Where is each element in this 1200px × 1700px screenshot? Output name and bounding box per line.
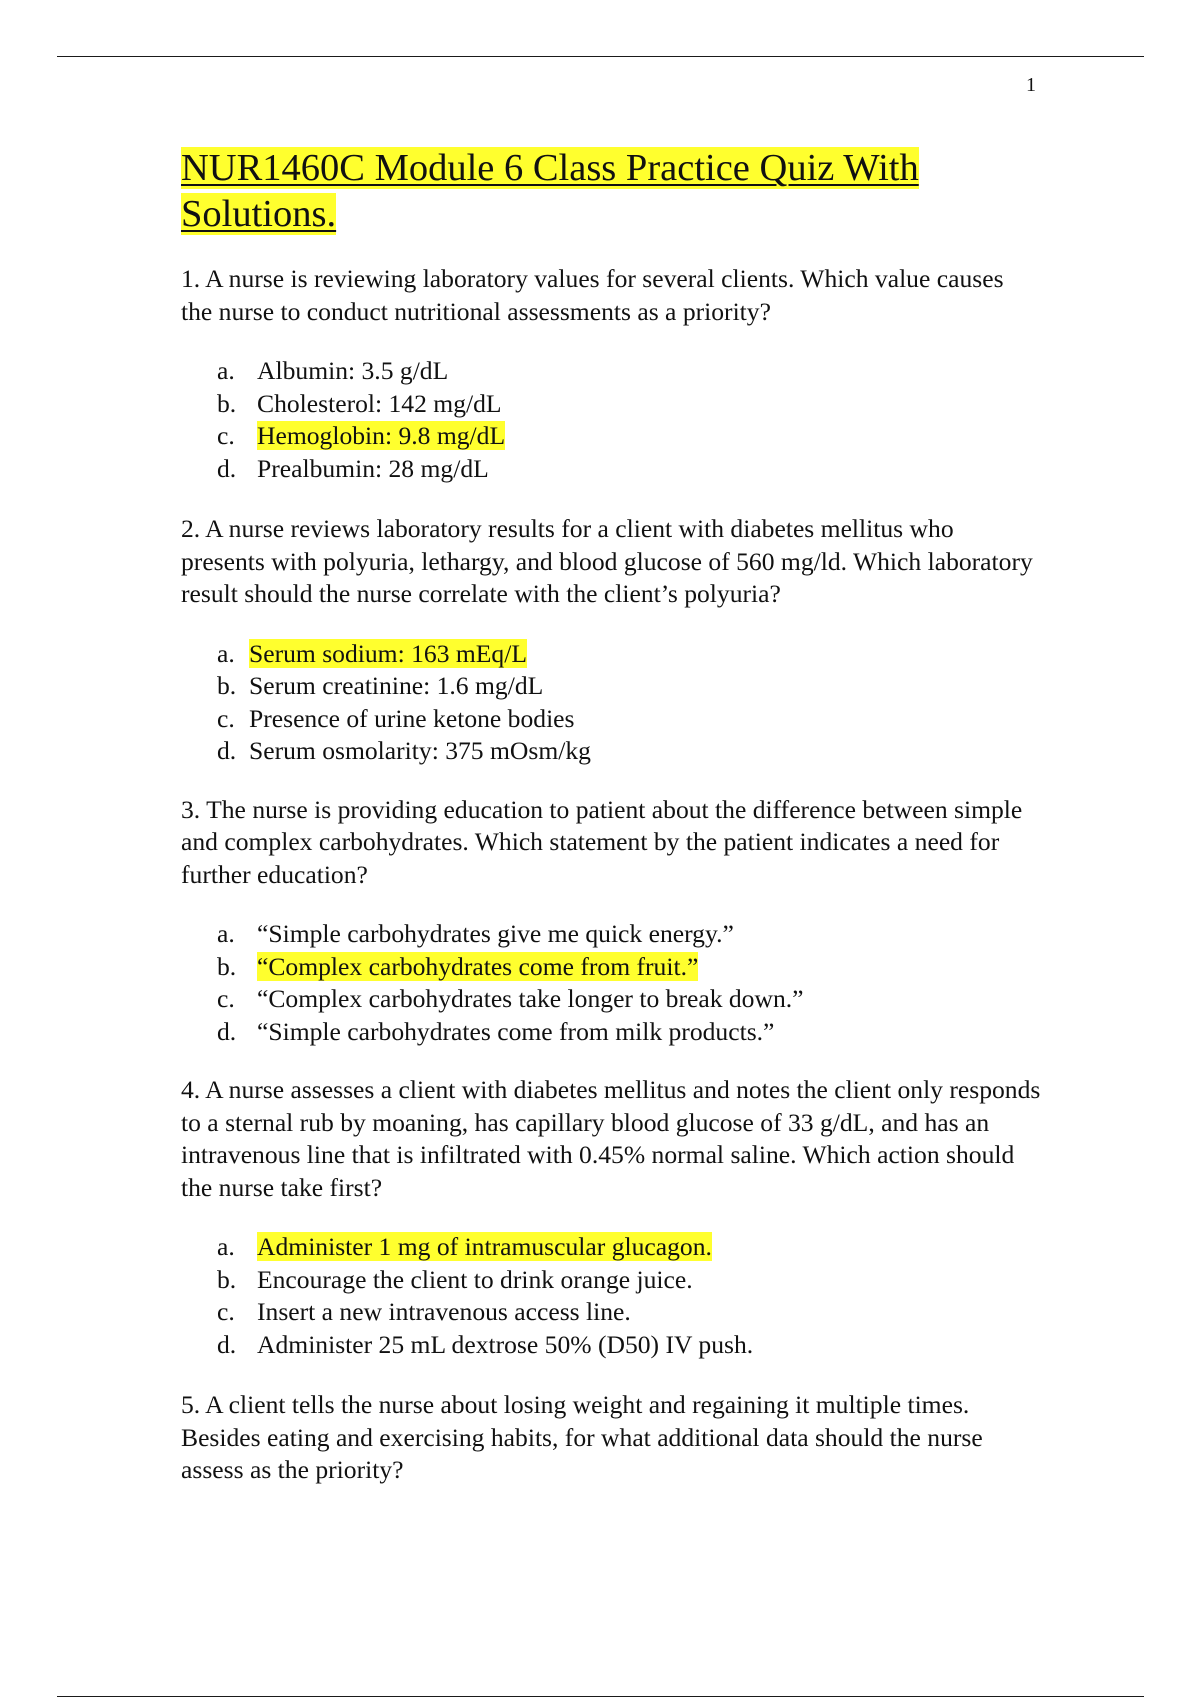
option-text: “Simple carbohydrates give me quick energy.” <box>257 919 734 948</box>
answer-option <box>181 1329 1081 1362</box>
document-title <box>181 145 981 237</box>
option-text: Presence of urine ketone bodies <box>249 703 575 733</box>
option-text: Insert a new intravenous access line. <box>257 1297 631 1326</box>
answer-option <box>181 735 1081 768</box>
answer-options <box>181 918 1081 1048</box>
answer-option <box>181 453 1081 486</box>
header-rule <box>57 56 1144 57</box>
option-letter: c. <box>217 703 235 733</box>
question-2 <box>181 513 1081 768</box>
question-stem: 3. The nurse is providing education to patient about the difference between simple and complex carbohydrates. Which statement by the patient indicates a need for further education? <box>181 794 1023 889</box>
answer-options <box>181 355 1081 485</box>
question-3 <box>181 794 1081 1049</box>
option-letter: d. <box>217 1329 237 1359</box>
option-letter: a. <box>217 356 235 385</box>
option-letter: d. <box>217 1016 237 1046</box>
option-text-highlighted: Administer 1 mg of intramuscular glucagon. <box>257 1232 712 1261</box>
option-letter: b. <box>217 388 237 418</box>
answer-option <box>181 355 1081 388</box>
answer-option <box>181 670 1081 703</box>
answer-option <box>181 388 1081 421</box>
option-text: “Complex carbohydrates take longer to break down.” <box>257 984 804 1013</box>
answer-option <box>181 703 1081 736</box>
option-text: Encourage the client to drink orange juice. <box>257 1264 693 1294</box>
option-text: Prealbumin: 28 mg/dL <box>257 453 489 483</box>
option-text: “Simple carbohydrates come from milk products.” <box>257 1016 775 1046</box>
document-title-line-1: NUR1460C Module 6 Class Practice Quiz With <box>181 147 919 189</box>
option-text: Serum creatinine: 1.6 mg/dL <box>249 671 544 700</box>
answer-options <box>181 1231 1081 1361</box>
question-stem: 4. A nurse assesses a client with diabetes mellitus and notes the client only responds to a sternal rub by moaning, has capillary blood glucose of 33 g/dL, and has an intravenous line that is infiltrated with 0.45% normal saline. Which action should the nurse take first? <box>181 1075 1041 1202</box>
option-text-highlighted: Serum sodium: 163 mEq/L <box>249 638 527 668</box>
option-text: Albumin: 3.5 g/dL <box>257 356 449 385</box>
question-stem: 5. A client tells the nurse about losing weight and regaining it multiple times. Besides eating and exercising habits, for what additional data should the nurse assess as the priority? <box>181 1390 983 1484</box>
answer-option-correct <box>181 420 1081 453</box>
option-letter: a. <box>217 1232 235 1261</box>
option-letter: b. <box>217 951 237 981</box>
question-4 <box>181 1074 1081 1361</box>
option-letter: a. <box>217 919 235 948</box>
answer-option <box>181 983 1081 1016</box>
option-text-highlighted: Hemoglobin: 9.8 mg/dL <box>257 421 506 450</box>
answer-option-correct <box>181 1231 1081 1264</box>
option-letter: b. <box>217 671 237 700</box>
answer-option-correct <box>181 951 1081 984</box>
document-title-line-2: Solutions. <box>181 193 337 235</box>
document-body <box>181 145 1081 1487</box>
option-letter: b. <box>217 1264 237 1294</box>
answer-option <box>181 1016 1081 1049</box>
option-letter: a. <box>217 638 235 668</box>
page-number: 1 <box>1026 74 1036 96</box>
answer-option <box>181 918 1081 951</box>
footer-rule <box>57 1696 1144 1697</box>
answer-option <box>181 1264 1081 1297</box>
question-stem: 2. A nurse reviews laboratory results for a client with diabetes mellitus who presents with polyuria, lethargy, and blood glucose of 560 mg/ld. Which laboratory result should the nurse correlate with the client’s polyuria? <box>181 514 1033 608</box>
option-letter: d. <box>217 453 237 483</box>
option-letter: c. <box>217 421 235 450</box>
option-text: Cholesterol: 142 mg/dL <box>257 388 502 418</box>
option-text: Serum osmolarity: 375 mOsm/kg <box>249 736 591 765</box>
answer-options <box>181 638 1081 768</box>
answer-option <box>181 1296 1081 1329</box>
option-text: Administer 25 mL dextrose 50% (D50) IV push. <box>257 1329 754 1359</box>
option-letter: c. <box>217 1297 235 1326</box>
option-text-highlighted: “Complex carbohydrates come from fruit.” <box>257 951 699 981</box>
answer-option-correct <box>181 638 1081 671</box>
question-1 <box>181 263 1081 485</box>
question-stem: 1. A nurse is reviewing laboratory values for several clients. Which value causes the nurse to conduct nutritional assessments as a priority? <box>181 264 1004 326</box>
question-5 <box>181 1389 1081 1487</box>
option-letter: d. <box>217 736 237 765</box>
option-letter: c. <box>217 984 235 1013</box>
